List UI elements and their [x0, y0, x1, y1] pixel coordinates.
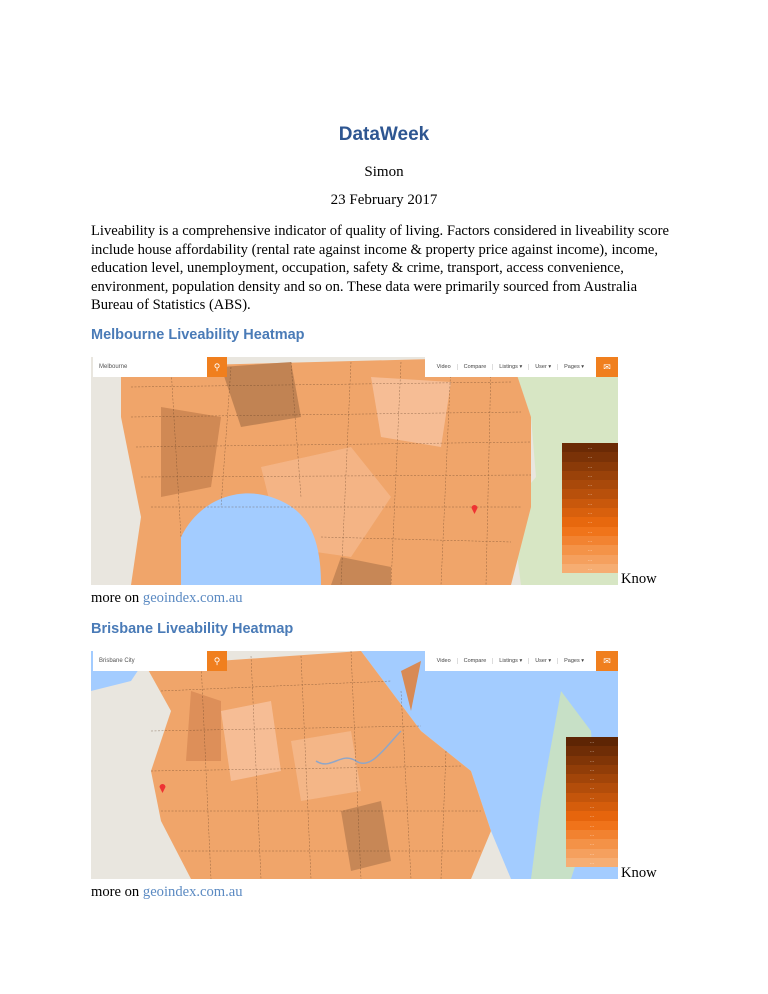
envelope-icon: ✉: [603, 656, 611, 666]
map-navbar: [425, 357, 596, 377]
legend-swatch: …: [566, 783, 618, 792]
map-pin-icon: [471, 504, 478, 514]
legend-swatch: …: [566, 774, 618, 783]
legend-swatch: …: [562, 452, 618, 461]
nav-video[interactable]: Video: [431, 658, 458, 664]
brisbane-map-graphic: [91, 651, 618, 879]
legend-swatch: …: [566, 821, 618, 830]
legend-swatch: …: [566, 849, 618, 858]
nav-user[interactable]: User ▾: [529, 658, 558, 664]
legend-swatch: …: [562, 545, 618, 554]
know-more-text: Know: [621, 865, 657, 881]
nav-user[interactable]: User ▾: [529, 364, 558, 370]
nav-video[interactable]: Video: [431, 364, 458, 370]
legend-swatch: …: [566, 811, 618, 820]
nav-compare[interactable]: Compare: [458, 658, 494, 664]
mail-button[interactable]: [596, 357, 618, 377]
know-more-text: Know: [621, 571, 657, 587]
nav-pages[interactable]: Pages ▾: [564, 364, 584, 370]
brisbane-heatmap-image: [91, 651, 618, 879]
melbourne-heatmap-image: [91, 357, 618, 585]
legend: [562, 443, 618, 573]
legend-swatch: …: [562, 564, 618, 573]
legend-swatch: …: [562, 555, 618, 564]
geoindex-link[interactable]: geoindex.com.au: [142, 590, 243, 606]
search-button[interactable]: [207, 651, 227, 671]
search-input[interactable]: Melbourne: [93, 357, 207, 377]
search-icon: ⚲: [213, 362, 221, 372]
legend-swatch: …: [566, 858, 618, 867]
melbourne-map-graphic: [91, 357, 618, 585]
envelope-icon: ✉: [603, 362, 611, 372]
legend-swatch: …: [566, 737, 618, 746]
legend: [566, 737, 618, 867]
map-navbar: [425, 651, 596, 671]
more-on-text: more on: [91, 590, 143, 606]
document-author: Simon: [364, 164, 404, 180]
legend-swatch: …: [566, 756, 618, 765]
document-date: 23 February 2017: [330, 192, 438, 208]
legend-swatch: …: [562, 527, 618, 536]
legend-swatch: …: [562, 443, 618, 452]
legend-swatch: …: [566, 793, 618, 802]
legend-swatch: …: [562, 517, 618, 526]
melbourne-heading: Melbourne Liveability Heatmap: [91, 327, 305, 343]
intro-paragraph: Liveability is a comprehensive indicator of quality of living. Factors considered in liveability score include house affordability (rental rate against income & property price against income), income, education level, unemployment, occupation, safety & crime, transport, access convenience, environment, population density and so on. These data were primarily sourced from Australia Bureau of Statistics (ABS).: [91, 223, 669, 314]
legend-swatch: …: [562, 536, 618, 545]
search-icon: ⚲: [213, 656, 221, 666]
map-pin-icon: [159, 783, 166, 793]
search-input[interactable]: Brisbane City: [93, 651, 207, 671]
brisbane-heading: Brisbane Liveability Heatmap: [91, 621, 294, 637]
search-button[interactable]: [207, 357, 227, 377]
legend-swatch: …: [566, 765, 618, 774]
legend-swatch: …: [562, 489, 618, 498]
nav-pages[interactable]: Pages ▾: [564, 658, 584, 664]
legend-swatch: …: [562, 508, 618, 517]
document-title: DataWeek: [338, 124, 430, 145]
know-more-line: [91, 590, 243, 607]
legend-swatch: …: [562, 480, 618, 489]
know-more-line: [91, 884, 243, 901]
geoindex-link[interactable]: geoindex.com.au: [142, 884, 243, 900]
legend-swatch: …: [562, 462, 618, 471]
legend-swatch: …: [566, 746, 618, 755]
mail-button[interactable]: [596, 651, 618, 671]
legend-swatch: …: [566, 802, 618, 811]
more-on-text: more on: [91, 884, 143, 900]
nav-listings[interactable]: Listings ▾: [493, 364, 529, 370]
legend-swatch: …: [562, 471, 618, 480]
nav-listings[interactable]: Listings ▾: [493, 658, 529, 664]
nav-compare[interactable]: Compare: [458, 364, 494, 370]
legend-swatch: …: [566, 839, 618, 848]
legend-swatch: …: [562, 499, 618, 508]
legend-swatch: …: [566, 830, 618, 839]
